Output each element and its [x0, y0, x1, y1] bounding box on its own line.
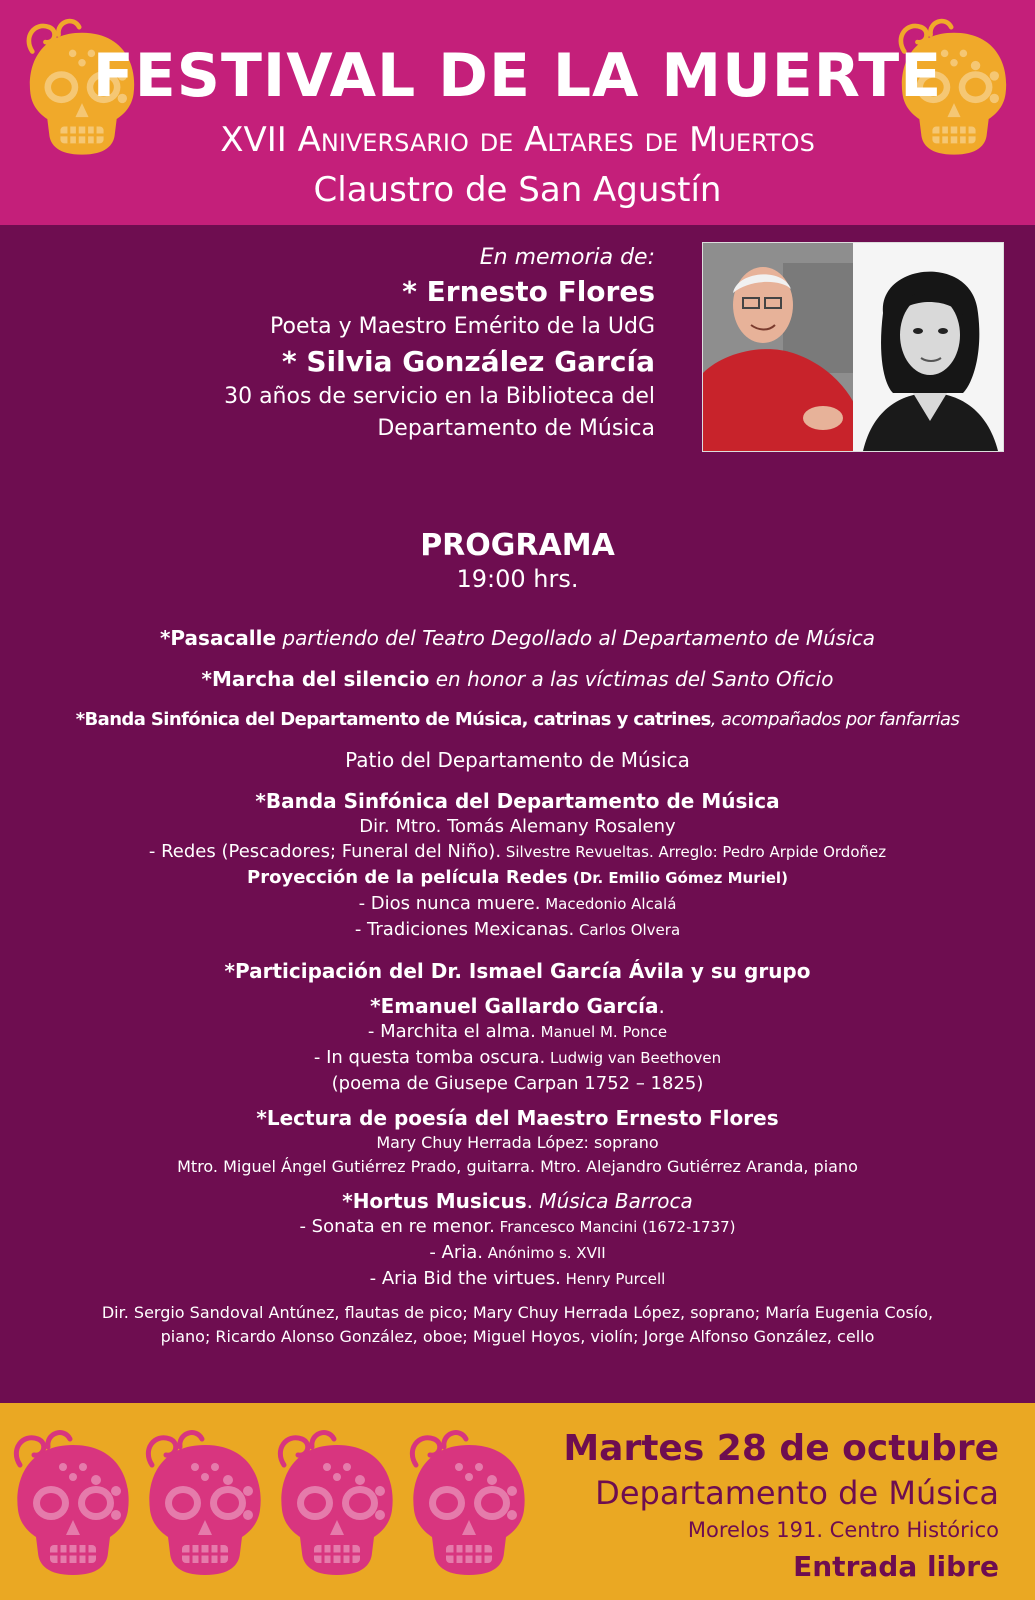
memorial-desc-1: Poeta y Maestro Emérito de la UdG: [270, 314, 655, 339]
memorial-name-2: * Silvia González García: [282, 345, 655, 378]
program-time: 19:00 hrs.: [456, 565, 579, 593]
program-proyeccion: Proyección de la película Redes (Dr. Emilio Gómez Muriel): [247, 867, 788, 888]
festival-title: FESTIVAL DE LA MUERTE: [92, 41, 943, 111]
program-banda-title: *Banda Sinfónica del Departamento de Música: [255, 789, 780, 813]
program-heading: PROGRAMA: [420, 528, 615, 563]
program-poema: (poema de Giusepe Carpan 1752 – 1825): [331, 1073, 704, 1094]
sugar-skull-icon: [404, 1425, 534, 1585]
memorial-desc-2a: 30 años de servicio en la Biblioteca del: [224, 384, 655, 409]
memorial-name-1: * Ernesto Flores: [402, 275, 655, 308]
festival-venue: Claustro de San Agustín: [313, 170, 722, 210]
event-date: Martes 28 de octubre: [563, 1428, 999, 1469]
program-lectura-perf-1: Mary Chuy Herrada López: soprano: [376, 1133, 659, 1152]
program-hortus: *Hortus Musicus. Música Barroca: [342, 1189, 693, 1213]
program-list: [20, 625, 1015, 1349]
program-bid: - Aria Bid the virtues. Henry Purcell: [369, 1268, 666, 1289]
program-header: [20, 528, 1015, 594]
sugar-skull-icon: [8, 1425, 138, 1585]
program-marchita: - Marchita el alma. Manuel M. Ponce: [367, 1021, 668, 1042]
sugar-skull-icon: [272, 1425, 402, 1585]
program-patio: Patio del Departamento de Música: [345, 748, 690, 772]
memorial-desc-2b: Departamento de Música: [377, 416, 655, 441]
event-entry: Entrada libre: [793, 1550, 999, 1583]
program-ismael: *Participación del Dr. Ismael García Ávila y su grupo: [224, 959, 811, 983]
program-credits-1: Dir. Sergio Sandoval Antúnez, flautas de pico; Mary Chuy Herrada López, soprano; María Eugenia Cosío,: [101, 1303, 934, 1322]
program-aria: - Aria. Anónimo s. XVII: [429, 1242, 606, 1263]
festival-subtitle: XVII Aniversario de Altares de Muertos: [220, 120, 815, 160]
event-address: Morelos 191. Centro Histórico: [687, 1518, 999, 1542]
program-item-pasacalle: *Pasacalle partiendo del Teatro Degollado al Departamento de Música: [159, 626, 876, 650]
sugar-skull-icon: [140, 1425, 270, 1585]
program-dios: - Dios nunca muere. Macedonio Alcalá: [358, 893, 677, 914]
program-sonata: - Sonata en re menor. Francesco Mancini (1672-1737): [299, 1216, 736, 1237]
program-tradiciones: - Tradiciones Mexicanas. Carlos Olvera: [354, 919, 681, 940]
program-credits-2: piano; Ricardo Alonso González, oboe; Miguel Hoyos, violín; Jorge Alfonso González, cello: [160, 1327, 875, 1346]
program-lectura: *Lectura de poesía del Maestro Ernesto Flores: [256, 1106, 779, 1130]
event-place: Departamento de Música: [595, 1474, 999, 1512]
memorial-intro: En memoria de:: [479, 245, 655, 270]
program-lectura-perf-2: Mtro. Miguel Ángel Gutiérrez Prado, guitarra. Mtro. Alejandro Gutiérrez Aranda, piano: [177, 1157, 858, 1176]
memorial-section: [60, 243, 655, 445]
portrait-photo-silvia: [853, 243, 1003, 451]
program-item-banda-catrinas: *Banda Sinfónica del Departamento de Música, catrinas y catrines, acompañados por fanfarrias: [75, 709, 960, 730]
program-redes: - Redes (Pescadores; Funeral del Niño). Silvestre Revueltas. Arreglo: Pedro Arpide Ordoñez: [148, 841, 887, 862]
portrait-photo-ernesto: [703, 243, 853, 451]
program-emanuel: *Emanuel Gallardo García.: [370, 994, 665, 1018]
header-banner: [0, 0, 1035, 225]
program-questa: - In questa tomba oscura. Ludwig van Beethoven: [313, 1047, 722, 1068]
memorial-photos: [702, 242, 1004, 452]
program-item-marcha: *Marcha del silencio en honor a las víctimas del Santo Oficio: [201, 667, 834, 691]
program-banda-director: Dir. Mtro. Tomás Alemany Rosaleny: [359, 816, 676, 837]
